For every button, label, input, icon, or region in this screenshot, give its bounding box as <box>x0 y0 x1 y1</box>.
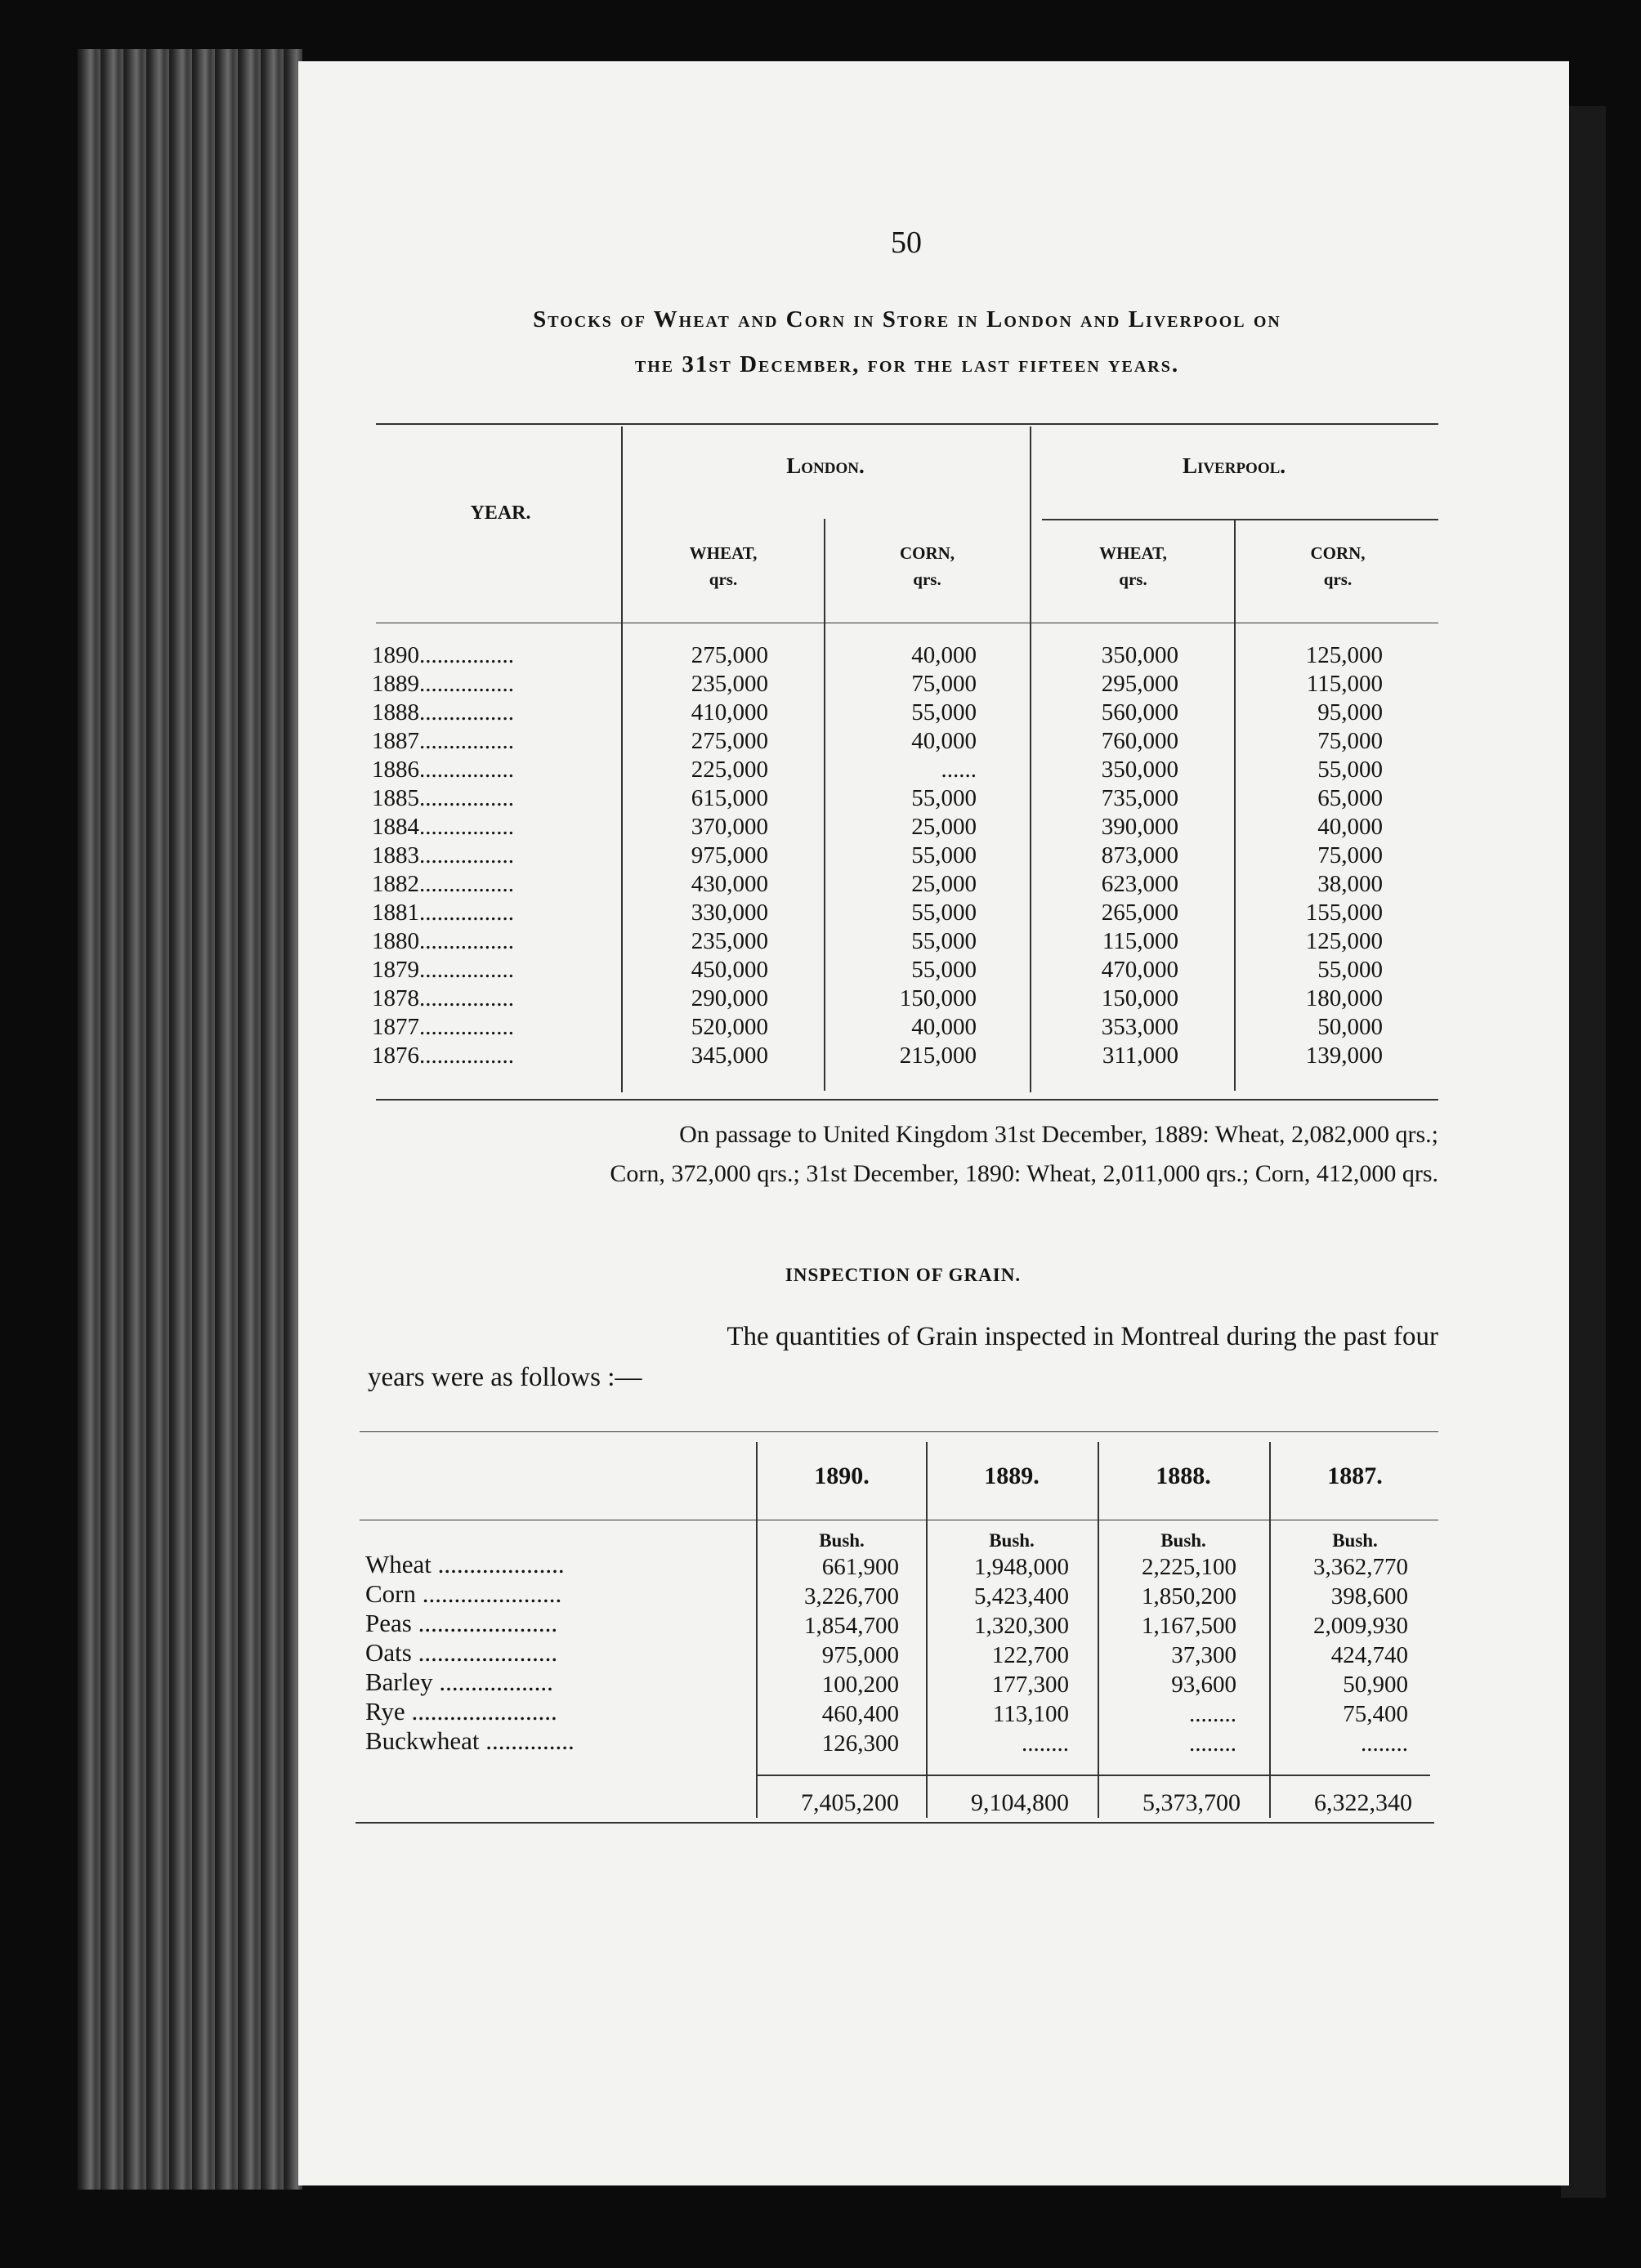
stocks-liverpool-wheat-cell: 350,000 <box>1101 642 1178 668</box>
grain-cell: 975,000 <box>821 1642 899 1668</box>
grain-cell: ........ <box>1189 1701 1236 1727</box>
col-header-liverpool-wheat: WHEAT, qrs. <box>1099 543 1167 589</box>
grain-cell: 37,300 <box>1171 1642 1236 1668</box>
grain-unit-label: Bush. <box>819 1530 865 1551</box>
grain-cell: 1,320,300 <box>974 1613 1069 1639</box>
stocks-row-year: 1889................ <box>372 671 514 697</box>
stocks-london-wheat-cell: 450,000 <box>691 957 768 983</box>
stocks-liverpool-wheat-cell: 470,000 <box>1101 957 1178 983</box>
stocks-liverpool-corn-cell: 40,000 <box>1317 814 1383 840</box>
stocks-london-wheat-cell: 275,000 <box>691 728 768 754</box>
grain-cell: 2,225,100 <box>1142 1554 1236 1580</box>
liverpool-subrule <box>1042 519 1438 520</box>
inspection-intro-line1: The quantities of Grain inspected in Montreal during the past four <box>727 1322 1438 1351</box>
grain-row-label: Buckwheat .............. <box>365 1726 575 1755</box>
grain-cell: 1,948,000 <box>974 1554 1069 1580</box>
stocks-row-year: 1888................ <box>372 699 514 725</box>
grain-row-label: Peas ...................... <box>365 1609 558 1637</box>
stocks-london-wheat-cell: 975,000 <box>691 842 768 868</box>
grain-cell: 460,400 <box>821 1701 899 1727</box>
grain-total: 9,104,800 <box>971 1789 1069 1816</box>
grain-cell: 1,850,200 <box>1142 1583 1236 1609</box>
col-header-liverpool: Liverpool. <box>1182 453 1286 478</box>
grain-unit-label: Bush. <box>1332 1530 1378 1551</box>
stocks-row-year: 1885................ <box>372 785 514 811</box>
stocks-london-wheat-cell: 520,000 <box>691 1014 768 1040</box>
stocks-liverpool-corn-cell: 55,000 <box>1317 957 1383 983</box>
stocks-title-line2: the 31st December, for the last fifteen years. <box>634 351 1180 377</box>
grain-cell: 93,600 <box>1171 1672 1236 1698</box>
stocks-london-corn-cell: 55,000 <box>911 957 977 983</box>
stocks-liverpool-wheat-column <box>1038 641 1178 1070</box>
grain-year-header: 1888. <box>1156 1462 1211 1489</box>
col-divider <box>1030 426 1031 1092</box>
stocks-liverpool-corn-cell: 155,000 <box>1305 900 1383 926</box>
stocks-london-corn-cell: 40,000 <box>911 1014 977 1040</box>
stocks-london-corn-cell: 150,000 <box>899 985 977 1011</box>
stocks-liverpool-corn-cell: 180,000 <box>1305 985 1383 1011</box>
grain-total: 7,405,200 <box>801 1789 899 1816</box>
grain-year-header: 1890. <box>814 1462 870 1489</box>
grain-cell: 100,200 <box>821 1672 899 1698</box>
stocks-liverpool-corn-cell: 115,000 <box>1306 671 1383 697</box>
stocks-london-wheat-cell: 370,000 <box>691 814 768 840</box>
stocks-london-wheat-cell: 430,000 <box>691 871 768 897</box>
grain-row-label: Barley .................. <box>365 1668 553 1696</box>
grain-table-top-rule <box>360 1431 1438 1432</box>
stocks-london-wheat-cell: 225,000 <box>691 757 768 783</box>
stocks-london-corn-cell: ...... <box>941 757 977 783</box>
table-top-rule <box>376 423 1438 425</box>
grain-1887-column <box>1273 1552 1408 1758</box>
grain-unit-label: Bush. <box>1160 1530 1206 1551</box>
stocks-liverpool-corn-cell: 75,000 <box>1317 842 1383 868</box>
grain-cell: 126,300 <box>821 1730 899 1757</box>
stocks-liverpool-wheat-cell: 115,000 <box>1102 928 1178 954</box>
stocks-row-year: 1876................ <box>372 1042 514 1069</box>
stocks-london-corn-cell: 55,000 <box>911 928 977 954</box>
grain-cell: 5,423,400 <box>974 1583 1069 1609</box>
col-divider <box>1098 1442 1099 1818</box>
stocks-row-year: 1887................ <box>372 728 514 754</box>
stocks-liverpool-wheat-cell: 295,000 <box>1101 671 1178 697</box>
stocks-liverpool-corn-cell: 139,000 <box>1305 1042 1383 1069</box>
stocks-liverpool-wheat-cell: 623,000 <box>1101 871 1178 897</box>
col-divider <box>824 519 825 1091</box>
col-header-london-corn: CORN, qrs. <box>899 543 955 589</box>
grain-row-label: Rye ....................... <box>365 1697 557 1726</box>
grain-total: 5,373,700 <box>1142 1789 1241 1816</box>
stocks-liverpool-corn-cell: 38,000 <box>1317 871 1383 897</box>
stocks-london-corn-cell: 215,000 <box>899 1042 977 1069</box>
grain-1888-column <box>1102 1552 1236 1758</box>
stocks-liverpool-wheat-cell: 150,000 <box>1101 985 1178 1011</box>
stocks-liverpool-wheat-cell: 560,000 <box>1101 699 1178 725</box>
stocks-row-year: 1880................ <box>372 928 514 954</box>
grain-cell: 1,854,700 <box>804 1613 899 1639</box>
stocks-liverpool-corn-cell: 125,000 <box>1305 642 1383 668</box>
stocks-london-corn-cell: 40,000 <box>911 728 977 754</box>
page-number: 50 <box>891 225 922 260</box>
stocks-liverpool-wheat-cell: 350,000 <box>1101 757 1178 783</box>
passage-note-line1: On passage to United Kingdom 31st December, 1889: Wheat, 2,082,000 qrs.; <box>679 1121 1438 1148</box>
stocks-liverpool-wheat-cell: 760,000 <box>1101 728 1178 754</box>
stocks-london-corn-cell: 55,000 <box>911 785 977 811</box>
col-divider <box>926 1442 928 1818</box>
stocks-row-year: 1881................ <box>372 900 514 926</box>
stocks-title-line1: Stocks of Wheat and Corn in Store in London and Liverpool on <box>533 306 1281 333</box>
grain-sum-rule <box>756 1775 1430 1776</box>
stocks-london-corn-cell: 55,000 <box>911 842 977 868</box>
stocks-london-wheat-cell: 345,000 <box>691 1042 768 1069</box>
stocks-row-year: 1884................ <box>372 814 514 840</box>
grain-year-header: 1889. <box>984 1462 1040 1489</box>
grain-cell: 1,167,500 <box>1142 1613 1236 1639</box>
grain-label-column <box>365 1550 749 1756</box>
stocks-london-corn-cell: 55,000 <box>911 699 977 725</box>
stocks-liverpool-corn-cell: 75,000 <box>1317 728 1383 754</box>
grain-cell: 3,362,770 <box>1313 1554 1408 1580</box>
stocks-liverpool-wheat-cell: 873,000 <box>1101 842 1178 868</box>
stocks-row-year: 1890................ <box>372 642 514 668</box>
grain-cell: 424,740 <box>1330 1642 1408 1668</box>
grain-cell: 2,009,930 <box>1313 1613 1408 1639</box>
inspection-intro-line2: years were as follows :— <box>368 1363 642 1392</box>
stocks-liverpool-wheat-cell: 311,000 <box>1102 1042 1178 1069</box>
stocks-row-year: 1877................ <box>372 1014 514 1040</box>
stocks-row-year: 1879................ <box>372 957 514 983</box>
grain-cell: 75,400 <box>1343 1701 1408 1727</box>
stocks-liverpool-corn-cell: 55,000 <box>1317 757 1383 783</box>
stocks-row-year: 1886................ <box>372 757 514 783</box>
stocks-liverpool-wheat-cell: 390,000 <box>1101 814 1178 840</box>
stocks-london-corn-cell: 55,000 <box>911 900 977 926</box>
stocks-year-column <box>372 641 617 1070</box>
table-bottom-rule <box>376 1099 1438 1101</box>
stocks-london-wheat-cell: 235,000 <box>691 671 768 697</box>
grain-year-header: 1887. <box>1327 1462 1383 1489</box>
inspection-heading: INSPECTION OF GRAIN. <box>785 1265 1022 1285</box>
grain-cell: ........ <box>1189 1730 1236 1757</box>
stocks-liverpool-corn-cell: 50,000 <box>1317 1014 1383 1040</box>
stocks-london-wheat-cell: 290,000 <box>691 985 768 1011</box>
grain-row-label: Oats ...................... <box>365 1638 558 1667</box>
grain-cell: 122,700 <box>991 1642 1069 1668</box>
stocks-london-wheat-cell: 235,000 <box>691 928 768 954</box>
stocks-london-corn-cell: 25,000 <box>911 871 977 897</box>
col-header-liverpool-corn: CORN, qrs. <box>1310 543 1366 589</box>
stocks-row-year: 1878................ <box>372 985 514 1011</box>
stocks-london-wheat-cell: 275,000 <box>691 642 768 668</box>
book-page-edges <box>78 49 302 2190</box>
grain-cell: 50,900 <box>1343 1672 1408 1698</box>
grain-cell: 398,600 <box>1330 1583 1408 1609</box>
col-divider <box>756 1442 758 1818</box>
col-header-london: London. <box>786 453 865 478</box>
stocks-row-year: 1883................ <box>372 842 514 868</box>
passage-note-line2: Corn, 372,000 qrs.; 31st December, 1890: Wheat, 2,011,000 qrs.; Corn, 412,000 qrs. <box>610 1160 1438 1187</box>
stocks-london-corn-column <box>834 641 977 1070</box>
stocks-row-year: 1882................ <box>372 871 514 897</box>
stocks-liverpool-corn-cell: 125,000 <box>1305 928 1383 954</box>
grain-cell: 3,226,700 <box>804 1583 899 1609</box>
col-divider <box>1269 1442 1271 1818</box>
stocks-liverpool-wheat-cell: 353,000 <box>1101 1014 1178 1040</box>
stocks-london-wheat-cell: 330,000 <box>691 900 768 926</box>
col-divider <box>1234 519 1236 1091</box>
stocks-london-wheat-cell: 410,000 <box>691 699 768 725</box>
grain-cell: 177,300 <box>991 1672 1069 1698</box>
stocks-liverpool-wheat-cell: 735,000 <box>1101 785 1178 811</box>
grain-table-bottom-rule <box>355 1822 1434 1824</box>
col-header-year: YEAR. <box>470 502 531 524</box>
stocks-liverpool-corn-cell: 65,000 <box>1317 785 1383 811</box>
grain-unit-label: Bush. <box>989 1530 1035 1551</box>
stocks-london-wheat-column <box>629 641 768 1070</box>
col-header-london-wheat: WHEAT, qrs. <box>689 543 758 589</box>
col-divider <box>621 426 623 1092</box>
stocks-liverpool-corn-cell: 95,000 <box>1317 699 1383 725</box>
grain-cell: 661,900 <box>821 1554 899 1580</box>
stocks-london-corn-cell: 75,000 <box>911 671 977 697</box>
stocks-london-wheat-cell: 615,000 <box>691 785 768 811</box>
grain-cell: 113,100 <box>992 1701 1069 1727</box>
grain-total: 6,322,340 <box>1314 1789 1412 1816</box>
grain-cell: ........ <box>1022 1730 1069 1757</box>
stocks-london-corn-cell: 40,000 <box>911 642 977 668</box>
grain-1890-column <box>760 1552 899 1758</box>
grain-cell: ........ <box>1361 1730 1408 1757</box>
grain-row-label: Wheat .................... <box>365 1550 565 1578</box>
stocks-liverpool-corn-column <box>1242 641 1383 1070</box>
stocks-london-corn-cell: 25,000 <box>911 814 977 840</box>
grain-1889-column <box>930 1552 1069 1758</box>
grain-row-label: Corn ...................... <box>365 1579 562 1608</box>
stocks-liverpool-wheat-cell: 265,000 <box>1101 900 1178 926</box>
